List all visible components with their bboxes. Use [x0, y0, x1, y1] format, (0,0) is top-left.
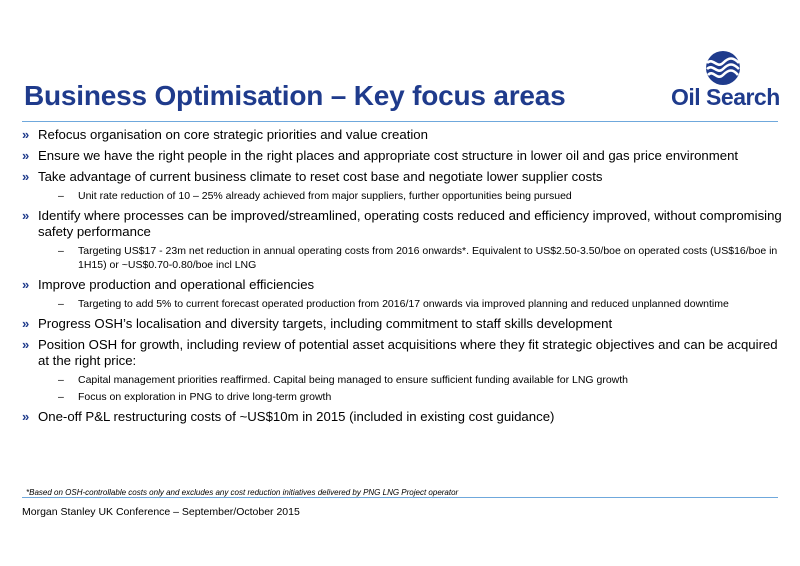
sub-bullet-list [38, 297, 782, 311]
sub-bullet-dash: – [58, 298, 64, 310]
bullet-item [22, 316, 782, 332]
bullet-text: Position OSH for growth, including review of potential asset acquisitions where they fit strategic objectives and can be acquired at the right price: [38, 337, 778, 368]
sub-bullet-item [38, 373, 782, 387]
bullet-chevron-icon: » [22, 409, 30, 424]
bullet-chevron-icon: » [22, 337, 30, 352]
bullet-text: Refocus organisation on core strategic priorities and value creation [38, 127, 428, 142]
sub-bullet-list [38, 189, 782, 203]
sub-bullet-list [38, 373, 782, 404]
sub-bullet-list [38, 244, 782, 272]
footer-text: Morgan Stanley UK Conference – September/October 2015 [22, 506, 300, 518]
bullet-text: Identify where processes can be improved/streamlined, operating costs reduced and efficiency improved, without compromising safety performance [38, 208, 782, 239]
bullet-item [22, 148, 782, 164]
bullet-text: Progress OSH’s localisation and diversity targets, including commitment to staff skills development [38, 316, 613, 331]
sub-bullet-text: Focus on exploration in PNG to drive long-term growth [78, 391, 332, 403]
sub-bullet-item [38, 189, 782, 203]
bullet-chevron-icon: » [22, 148, 30, 163]
sub-bullet-text: Unit rate reduction of 10 – 25% already achieved from major suppliers, further opportunities being pursued [78, 190, 572, 202]
sub-bullet-item [38, 297, 782, 311]
footnote: *Based on OSH-controllable costs only and excludes any cost reduction initiatives delivered by PNG LNG Project operator [26, 488, 459, 497]
footer-divider [22, 497, 778, 498]
bullet-item [22, 409, 782, 425]
sub-bullet-item [38, 390, 782, 404]
sub-bullet-text: Targeting to add 5% to current forecast operated production from 2016/17 onwards via improved planning and reduced unplanned downtime [78, 298, 729, 310]
bullet-chevron-icon: » [22, 316, 30, 331]
bullet-text: Take advantage of current business climate to reset cost base and negotiate lower supplier costs [38, 169, 603, 184]
bullet-item [22, 277, 782, 311]
sub-bullet-dash: – [58, 245, 64, 257]
logo-text: Oil Search [671, 84, 780, 110]
bullet-chevron-icon: » [22, 169, 30, 184]
bullet-item [22, 169, 782, 203]
bullet-chevron-icon: » [22, 127, 30, 142]
company-logo [660, 50, 785, 116]
bullet-item [22, 208, 782, 272]
bullet-chevron-icon: » [22, 277, 30, 292]
sub-bullet-dash: – [58, 374, 64, 386]
sub-bullet-text: Targeting US$17 - 23m net reduction in annual operating costs from 2016 onwards*. Equivalent to US$2.50-3.50/boe on operated costs (US$16/boe in 1H15) or ~US$0.70-0.80/boe incl LNG [78, 245, 778, 271]
bullet-item [22, 127, 782, 143]
sub-bullet-text: Capital management priorities reaffirmed. Capital being managed to ensure sufficient funding available for LNG growth [78, 374, 629, 386]
slide-title: Business Optimisation – Key focus areas [24, 80, 566, 111]
bullet-chevron-icon: » [22, 208, 30, 223]
sub-bullet-item [38, 244, 782, 272]
bullet-text: One-off P&L restructuring costs of ~US$10m in 2015 (included in existing cost guidance) [38, 409, 555, 424]
bullet-text: Ensure we have the right people in the right places and appropriate cost structure in lower oil and gas price environment [38, 148, 739, 163]
bullet-list [22, 127, 782, 430]
bullet-text: Improve production and operational efficiencies [38, 277, 315, 292]
sub-bullet-dash: – [58, 190, 64, 202]
bullet-item [22, 337, 782, 404]
oil-search-wave-globe-icon [705, 50, 741, 86]
title-divider [22, 121, 778, 122]
sub-bullet-dash: – [58, 391, 64, 403]
